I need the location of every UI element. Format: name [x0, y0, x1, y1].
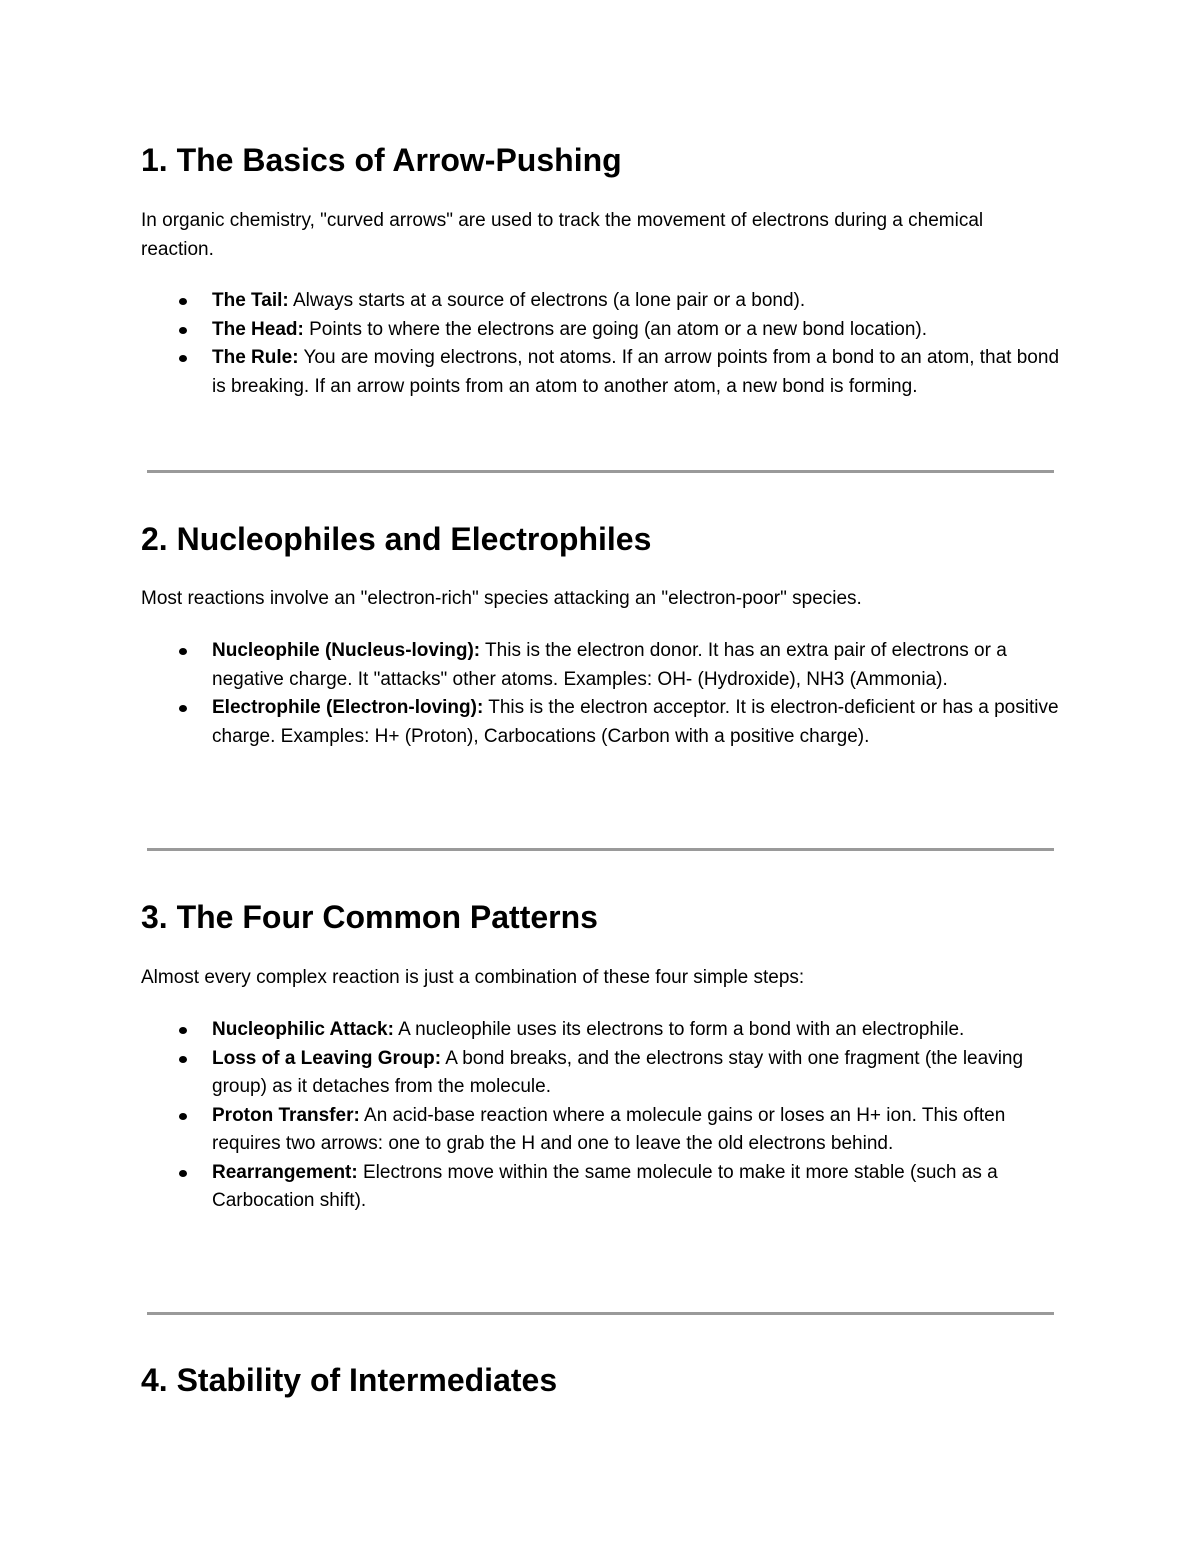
section-heading: 4. Stability of Intermediates [141, 1362, 558, 1398]
section-nucleophiles-electrophiles [141, 519, 1061, 747]
list-item [141, 1045, 1061, 1102]
bullet-icon [179, 1113, 187, 1120]
list-item-text: A bond breaks, and the electrons stay with one fragment (the leaving group) as it detaches from the molecule. [212, 1047, 1024, 1097]
list-item [141, 1016, 1061, 1045]
list-item-term: The Tail: [212, 290, 289, 311]
bullet-list [141, 1016, 1061, 1216]
section-stability-intermediates [141, 1360, 1061, 1400]
bullet-icon [179, 648, 187, 655]
list-item [141, 316, 1061, 345]
list-item-text: Points to where the electrons are going (an atom or a new bond location). [303, 318, 927, 340]
bullet-icon [179, 1056, 187, 1063]
list-item [141, 637, 1061, 694]
list-item-text: This is the electron acceptor. It is electron-deficient or has a positive charge. Examples: H+ (Proton), Carbocations (Carbon with a positive charge). [212, 697, 1059, 747]
section-four-patterns [141, 897, 1061, 1211]
bullet-icon [179, 1027, 187, 1034]
section-intro: Most reactions involve an "electron-rich" species attacking an "electron-poor" species. [141, 588, 862, 609]
section-divider [147, 1312, 1054, 1315]
section-heading: 3. The Four Common Patterns [141, 899, 598, 935]
list-item-term: Proton Transfer: [212, 1104, 360, 1126]
section-intro: In organic chemistry, "curved arrows" are used to track the movement of electrons during a chemical reaction. [141, 210, 984, 260]
section-arrow-pushing [141, 140, 1061, 397]
list-item [141, 344, 1061, 401]
section-heading: 1. The Basics of Arrow-Pushing [141, 142, 622, 178]
list-item-term: Electrophile (Electron-loving): [212, 697, 484, 718]
list-item [141, 694, 1061, 751]
list-item-text: Always starts at a source of electrons (a lone pair or a bond). [288, 290, 806, 311]
section-heading: 2. Nucleophiles and Electrophiles [141, 521, 652, 557]
bullet-list [141, 287, 1061, 401]
list-item-term: The Head: [212, 318, 304, 340]
list-item-text: This is the electron donor. It has an extra pair of electrons or a negative charge. It "attacks" other atoms. Examples: OH- (Hydroxide), NH3 (Ammonia). [212, 640, 1007, 690]
list-item-text: Electrons move within the same molecule to make it more stable (such as a Carbocation shift). [212, 1161, 998, 1211]
bullet-icon [179, 327, 187, 334]
section-divider [147, 470, 1054, 473]
bullet-icon [179, 1170, 187, 1177]
bullet-icon [179, 298, 187, 305]
list-item-term: Nucleophile (Nucleus-loving): [212, 640, 481, 661]
list-item-term: Rearrangement: [212, 1161, 358, 1183]
bullet-list [141, 637, 1061, 751]
list-item [141, 287, 1061, 316]
list-item-text: You are moving electrons, not atoms. If an arrow points from a bond to an atom, that bond is breaking. If an arrow points from an atom to another atom, a new bond is forming. [212, 347, 1060, 397]
list-item-text: An acid-base reaction where a molecule gains or loses an H+ ion. This often requires two arrows: one to grab the H and one to leave the old electrons behind. [212, 1104, 1006, 1154]
list-item [141, 1102, 1061, 1159]
section-intro: Almost every complex reaction is just a combination of these four simple steps: [141, 967, 805, 988]
list-item-term: Nucleophilic Attack: [212, 1019, 394, 1040]
bullet-icon [179, 705, 187, 712]
list-item-term: Loss of a Leaving Group: [212, 1047, 442, 1069]
list-item-term: The Rule: [212, 347, 299, 368]
bullet-icon [179, 355, 187, 362]
list-item-text: A nucleophile uses its electrons to form a bond with an electrophile. [393, 1019, 965, 1040]
section-divider [147, 848, 1054, 851]
list-item [141, 1159, 1061, 1216]
